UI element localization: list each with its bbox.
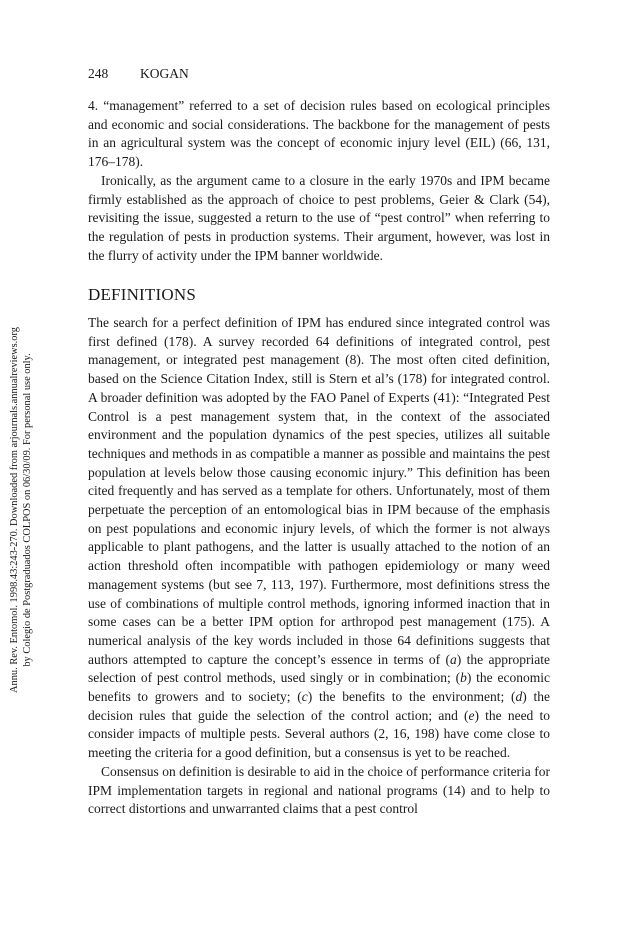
text-run: ) the appropriate selection of pest control methods, used singly or in combination; (: [88, 651, 550, 686]
text-run: The search for a perfect definition of IPM has endured since integrated control was first defined (178). A survey recorded 64 definitions of integrated control, pest management, or integrated pest management (8). The most often cited definition, based on the Science Citation Index, still is Stern et al’s (178) for integrated control. A broader definition was adopted by the FAO Panel of Experts (41): “Integrated Pest Control is a pest management system that, in the context of the associated environment and the population dynamics of the pest species, utilizes all suitable techniques and methods in as compatible a manner as possible and maintains the pest population at levels below those causing economic injury.” This definition has been cited frequently and has served as a template for others. Unfortunately, most of them perpetuate the perception of an entomological bias in IPM because of the emphasis on pest populations and economic injury levels, of which the former is not always applicable to plant pathogens, and the latter is usually attached to the notion of an action threshold often incompatible with pathogen epidemiology or many weed management systems (but see 7, 113, 197). Furthermore, most definitions stress the use of combinations of multiple control methods, ignoring informed inaction that in some cases can be a better IPM option for arthropod pest management (175). A numerical analysis of the key words included in those 64 definitions suggests that authors attempted to capture the concept’s essence in terms of (: [88, 315, 550, 667]
text-run: ) the need to consider impacts of multiple pests. Several authors (2, 16, 198) have come close to meeting the criteria for a good definition, but a consensus is yet to be reached.: [88, 707, 550, 761]
download-watermark: [8, 255, 58, 765]
text-run: ) the decision rules that guide the selection of the control action; and (: [88, 689, 550, 723]
watermark-line-2: by Colegio de Postgraduados COLPOS on 06/30/09. For personal use only.: [22, 353, 33, 667]
watermark-line-1: Annu. Rev. Entomol. 1998.43:243-270. Downloaded from arjournals.annualreviews.org: [9, 327, 20, 693]
paragraph: [88, 314, 550, 763]
text-run: ) the economic benefits to growers and to society; (: [88, 670, 550, 705]
text-run: ) the benefits to the environment; (: [307, 689, 516, 705]
list-marker: e: [468, 707, 475, 723]
section-heading: DEFINITIONS: [88, 285, 196, 304]
page-number: 248: [88, 66, 109, 81]
intro-text: [88, 97, 550, 265]
paragraph: 4. “management” referred to a set of decision rules based on ecological principles and economic and social considerations. The backbone for the management of pests in an agricultural system was the concept of economic injury level (EIL) (66, 131, 176–178).: [88, 98, 550, 170]
definitions-text: [88, 314, 550, 819]
list-marker: c: [301, 689, 308, 705]
running-head: [88, 66, 189, 82]
list-marker: a: [450, 651, 457, 667]
list-marker: b: [460, 670, 467, 686]
running-author: KOGAN: [140, 66, 189, 81]
paragraph: Ironically, as the argument came to a closure in the early 1970s and IPM became firmly established as the approach of choice to pest problems, Geier & Clark (54), revisiting the issue, suggested a return to the use of “pest control” when referring to the regulation of pests in production systems. Their argument, however, was lost in the flurry of activity under the IPM banner worldwide.: [88, 172, 550, 263]
paragraph: Consensus on definition is desirable to aid in the choice of performance criteria for IPM implementation targets in regional and national programs (14) and to help to correct distortions and unwarranted claims that a pest control: [88, 763, 550, 817]
list-marker: d: [515, 689, 523, 705]
